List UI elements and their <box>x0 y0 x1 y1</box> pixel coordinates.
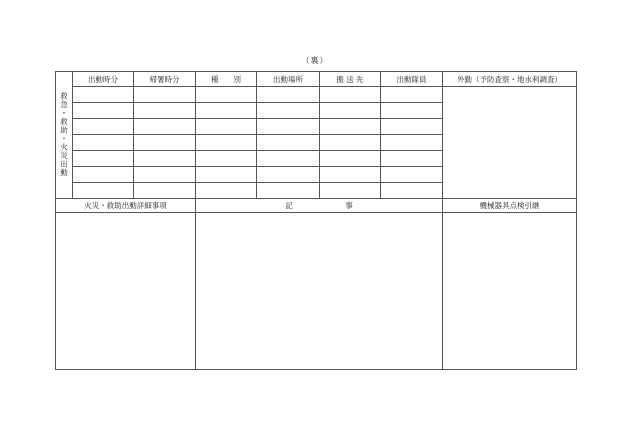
entry-cell[interactable] <box>73 151 134 167</box>
col-header-dispatch-time: 出動時分 <box>73 72 134 87</box>
entry-cell[interactable] <box>134 119 196 135</box>
entry-cell[interactable] <box>320 103 381 119</box>
entry-cell[interactable] <box>381 167 443 183</box>
entry-cell[interactable] <box>257 151 320 167</box>
entry-cell[interactable] <box>196 183 257 199</box>
entry-cell[interactable] <box>73 119 134 135</box>
entry-cell[interactable] <box>134 135 196 151</box>
entry-cell[interactable] <box>381 87 443 103</box>
outside-duty-entry[interactable] <box>443 87 577 199</box>
entry-cell[interactable] <box>73 103 134 119</box>
section-header-row <box>56 199 577 213</box>
header-row <box>56 72 577 87</box>
entry-cell[interactable] <box>320 87 381 103</box>
entry-cell[interactable] <box>196 167 257 183</box>
details-entry[interactable] <box>56 213 196 370</box>
entry-cell[interactable] <box>196 103 257 119</box>
entry-cell[interactable] <box>196 87 257 103</box>
notes-header: 記 事 <box>196 199 443 213</box>
entry-cell[interactable] <box>73 167 134 183</box>
entry-cell[interactable] <box>257 103 320 119</box>
entry-cell[interactable] <box>381 183 443 199</box>
entry-cell[interactable] <box>196 119 257 135</box>
sidebar-label: 救急・救助・火災出動 <box>59 91 69 177</box>
section-body-row <box>56 213 577 370</box>
entry-cell[interactable] <box>381 119 443 135</box>
col-header-location: 出動場所 <box>257 72 320 87</box>
entry-cell[interactable] <box>196 151 257 167</box>
entry-cell[interactable] <box>73 135 134 151</box>
entry-cell[interactable] <box>134 87 196 103</box>
equipment-entry[interactable] <box>443 213 577 370</box>
entry-cell[interactable] <box>196 135 257 151</box>
entry-cell[interactable] <box>134 183 196 199</box>
table-row <box>56 87 577 103</box>
entry-cell[interactable] <box>134 167 196 183</box>
entry-cell[interactable] <box>134 151 196 167</box>
col-header-crew: 出動隊員 <box>381 72 443 87</box>
notes-entry[interactable] <box>196 213 443 370</box>
entry-cell[interactable] <box>73 183 134 199</box>
col-header-type: 種 別 <box>196 72 257 87</box>
col-header-return-time: 帰署時分 <box>134 72 196 87</box>
details-header: 火災・救助出動詳細事項 <box>56 199 196 213</box>
entry-cell[interactable] <box>73 87 134 103</box>
entry-cell[interactable] <box>257 119 320 135</box>
entry-cell[interactable] <box>257 135 320 151</box>
col-header-destination: 搬 送 先 <box>320 72 381 87</box>
entry-cell[interactable] <box>320 135 381 151</box>
entry-cell[interactable] <box>320 183 381 199</box>
page-heading: （裏） <box>301 56 329 65</box>
equipment-header: 機械器具点検引継 <box>443 199 577 213</box>
entry-cell[interactable] <box>257 167 320 183</box>
entry-cell[interactable] <box>381 151 443 167</box>
entry-cell[interactable] <box>320 151 381 167</box>
entry-cell[interactable] <box>257 87 320 103</box>
entry-cell[interactable] <box>134 103 196 119</box>
entry-cell[interactable] <box>381 103 443 119</box>
sidebar-cell <box>56 72 73 199</box>
entry-cell[interactable] <box>320 167 381 183</box>
entry-cell[interactable] <box>257 183 320 199</box>
entry-cell[interactable] <box>381 135 443 151</box>
entry-cell[interactable] <box>320 119 381 135</box>
col-header-outside-duty: 外勤（予防査察・地水利調査） <box>443 72 577 87</box>
dispatch-log-table <box>55 71 577 370</box>
